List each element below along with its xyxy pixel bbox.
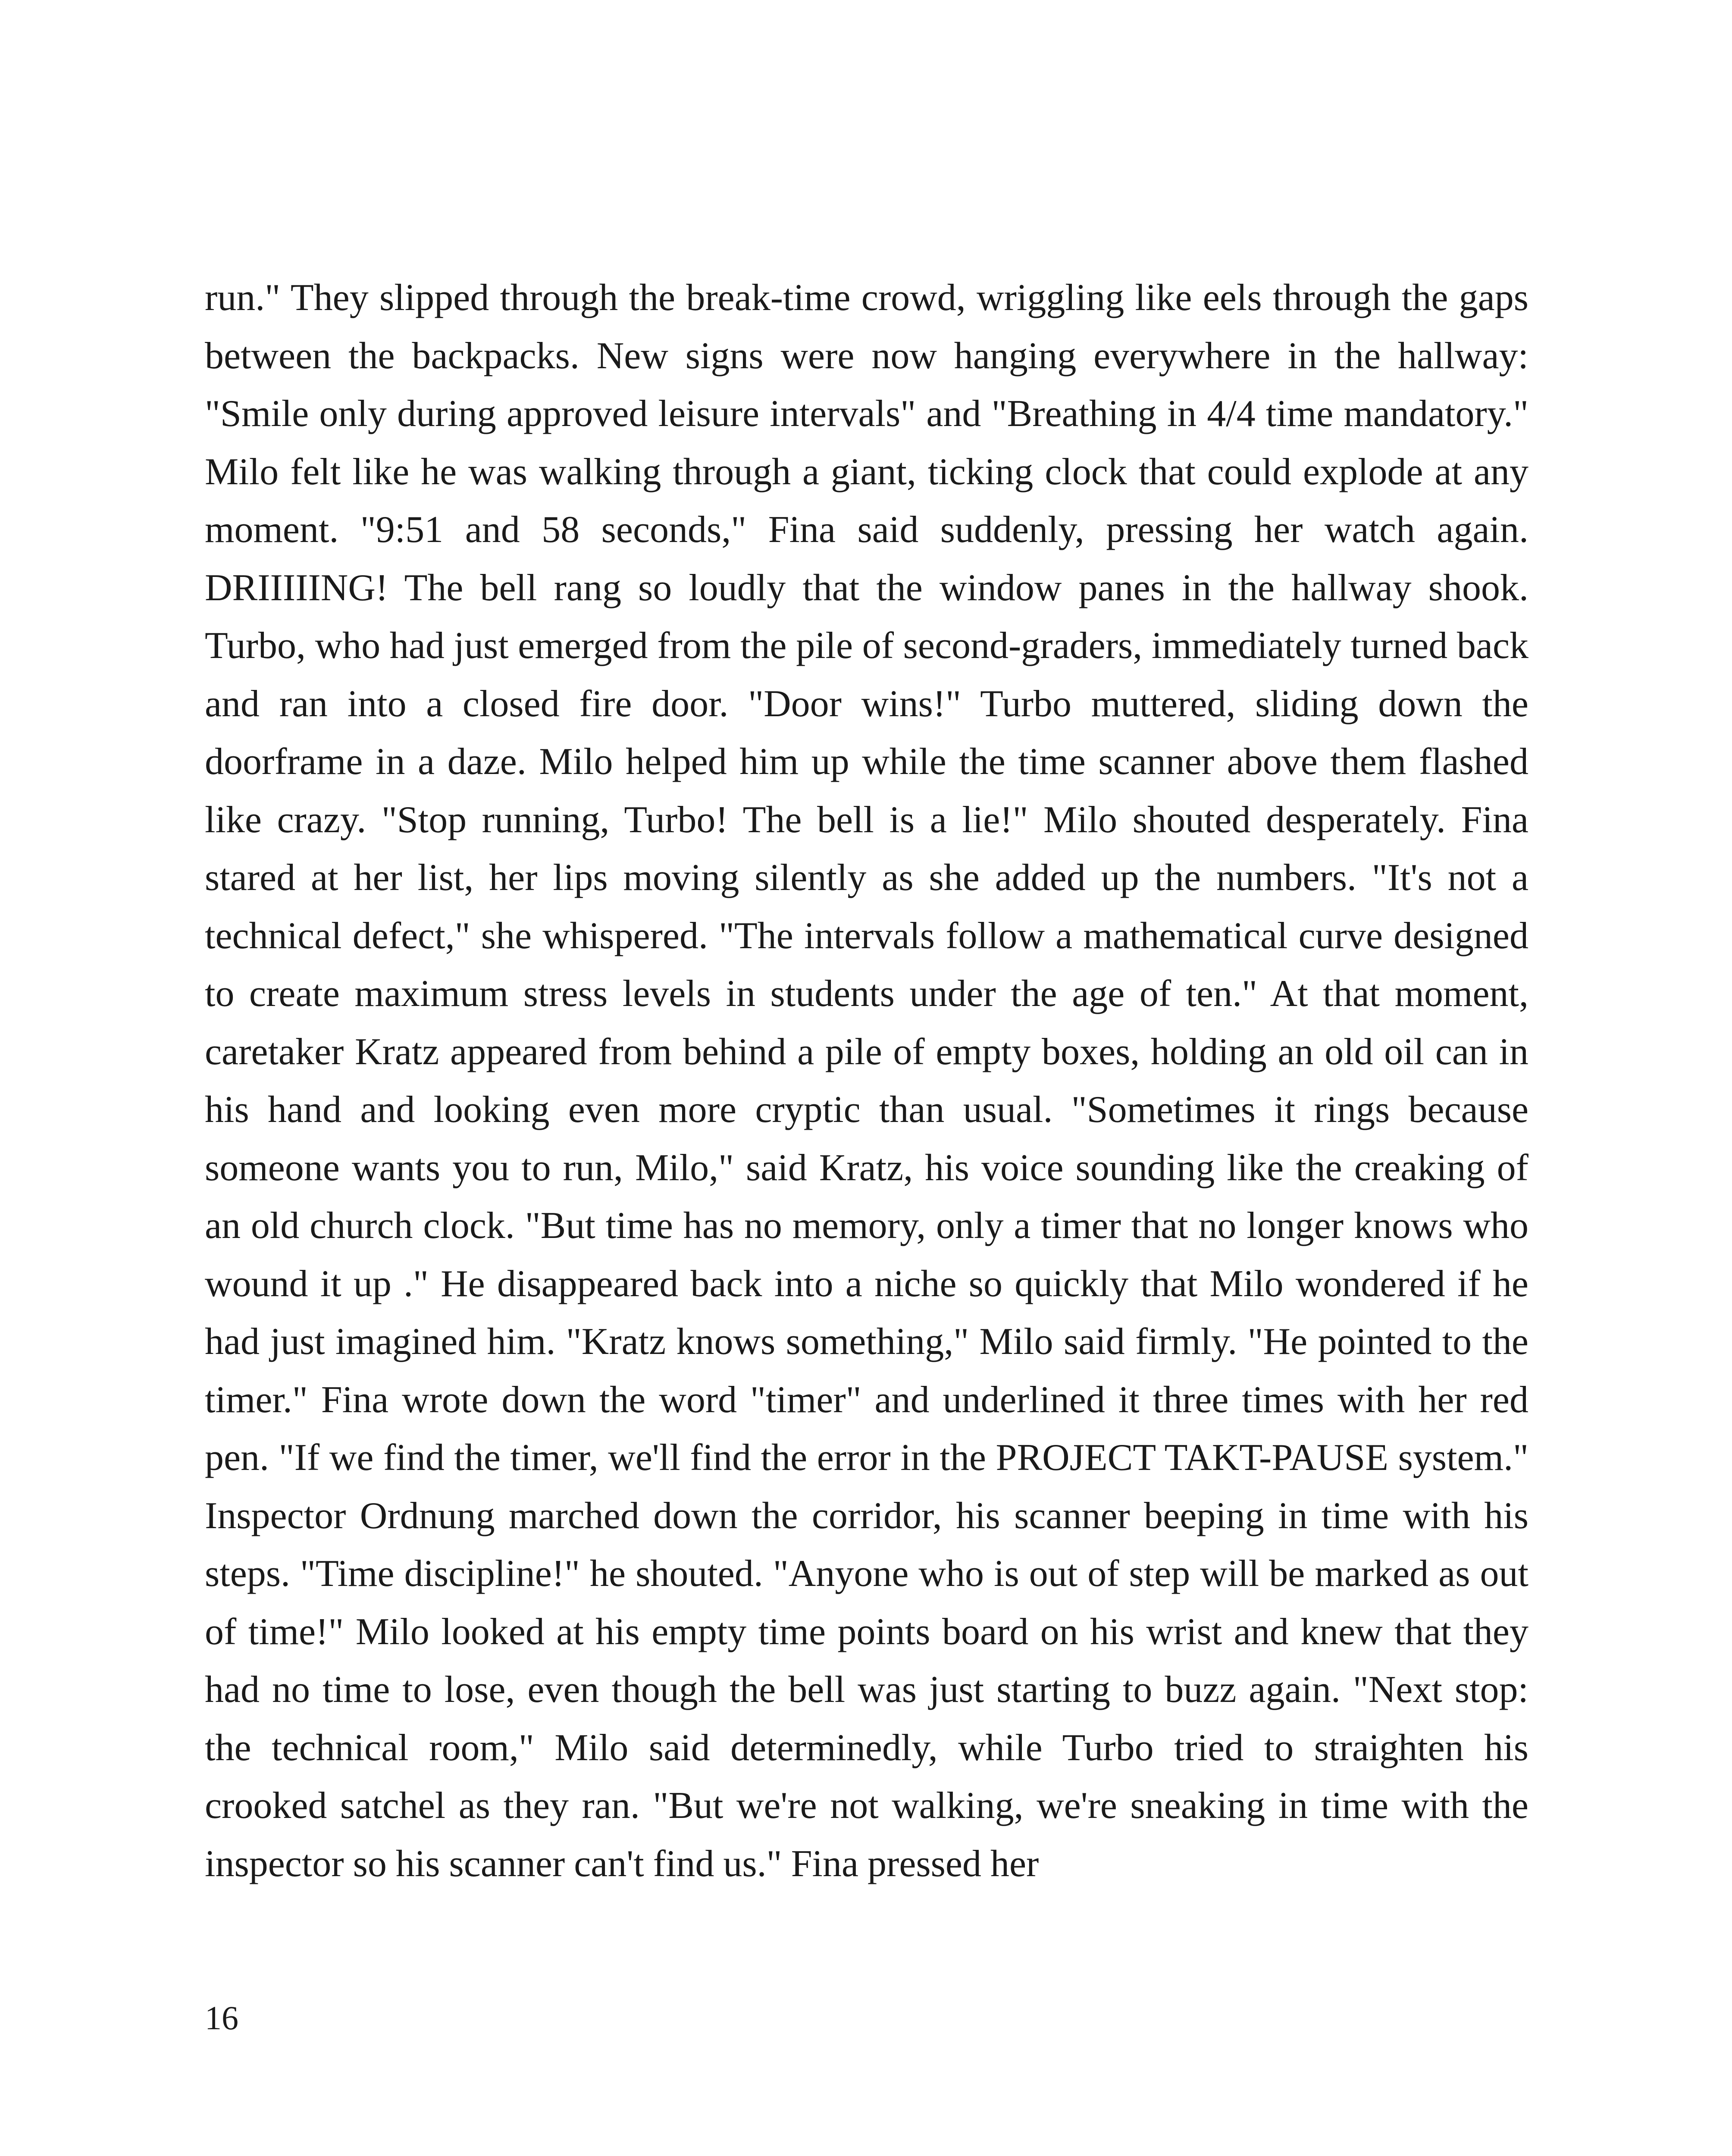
body-paragraph: run." They slipped through the break-time crowd, wriggling like eels through the gaps between the backpacks. New signs were now hanging everywhere in the hallway: "Smile only during approved leisure intervals" and "Breathing in 4/4 time mandatory." Milo felt like he was walking through a giant, ticking clock that could explode at any moment. "9:51 and 58 seconds," Fina said suddenly, pressing her watch again. DRIIIIING! The bell rang so loudly that the window panes in the hallway shook. Turbo, who had just emerged from the pile of second-graders, immediately turned back and ran into a closed fire door. "Door wins!" Turbo muttered, sliding down the doorframe in a daze. Milo helped him up while the time scanner above them flashed like crazy. "Stop running, Turbo! The bell is a lie!" Milo shouted desperately. Fina stared at her list, her lips moving silently as she added up the numbers. "It's not a technical defect," she whispered. "The intervals follow a mathematical curve designed to create maximum stress levels in students under the age of ten." At that moment, caretaker Kratz appeared from behind a pile of empty boxes, holding an old oil can in his hand and looking even more cryptic than usual. "Sometimes it rings because someone wants you to run, Milo," said Kratz, his voice sounding like the creaking of an old church clock. "But time has no memory, only a timer that no longer knows who wound it up ." He disappeared back into a niche so quickly that Milo wondered if he had just imagined him. "Kratz knows something," Milo said firmly. "He pointed to the timer." Fina wrote down the word "timer" and underlined it three times with her red pen. "If we find the timer, we'll find the error in the PROJECT TAKT-PAUSE system." Inspector Ordnung marched down the corridor, his scanner beeping in time with his steps. "Time discipline!" he shouted. "Anyone who is out of step will be marked as out of time!" Milo looked at his empty time points board on his wrist and knew that they had no time to lose, even though the bell was just starting to buzz again. "Next stop: the technical room," Milo said determinedly, while Turbo tried to straighten his crooked satchel as they ran. "But we're not walking, we're sneaking in time with the inspector so his scanner can't find us." Fina pressed her	[205, 277, 1528, 1885]
page-number: 16	[205, 1999, 238, 2037]
